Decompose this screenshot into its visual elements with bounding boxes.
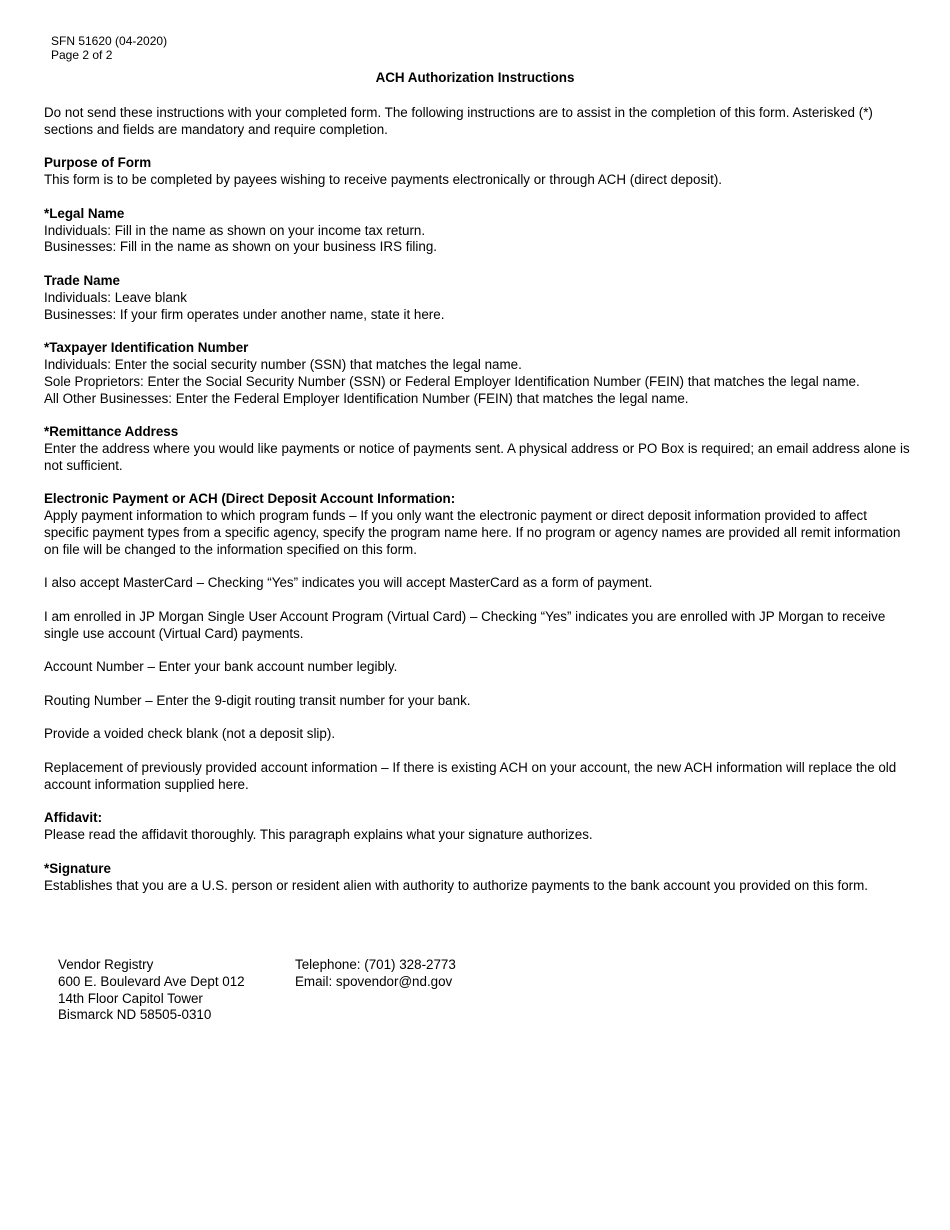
- section-heading: *Taxpayer Identification Number: [44, 340, 249, 356]
- section-purpose: [44, 155, 914, 189]
- section-line: Individuals: Leave blank: [44, 289, 187, 305]
- address-line: Vendor Registry: [58, 957, 154, 972]
- section-text: Apply payment information to which program funds – If you only want the electronic payment or direct deposit information provided to affect specific payment types from a specific agency, specify the program name here. If no program or agency names are provided all remit information on file will be changed to the information specified on this form.: [44, 508, 901, 557]
- section-line: Businesses: If your firm operates under another name, state it here.: [44, 306, 445, 322]
- section-line: Individuals: Enter the social security number (SSN) that matches the legal name.: [44, 356, 522, 372]
- section-heading: *Legal Name: [44, 205, 125, 221]
- form-number: SFN 51620 (04-2020): [51, 34, 168, 48]
- section-heading: *Signature: [44, 860, 111, 876]
- footer-address: [58, 957, 245, 1024]
- section-tin: [44, 340, 914, 407]
- footer-contact: [295, 957, 456, 991]
- section-text: Enter the address where you would like payments or notice of payments sent. A physical address or PO Box is required; an email address alone is not sufficient.: [44, 440, 910, 473]
- page-number: Page 2 of 2: [51, 48, 113, 62]
- page-title: ACH Authorization Instructions: [375, 70, 575, 85]
- voided-check-paragraph: Provide a voided check blank (not a deposit slip).: [44, 726, 336, 742]
- section-heading: Electronic Payment or ACH (Direct Deposit Account Information:: [44, 491, 456, 507]
- section-text: Establishes that you are a U.S. person or resident alien with authority to authorize payments to the bank account you provided on this form.: [44, 877, 868, 893]
- mastercard-paragraph: I also accept MasterCard – Checking “Yes” indicates you will accept MasterCard as a form of payment.: [44, 575, 653, 591]
- section-line: All Other Businesses: Enter the Federal Employer Identification Number (FEIN) that matches the legal name.: [44, 390, 689, 406]
- section-remittance: [44, 424, 914, 474]
- section-legal-name: [44, 206, 914, 256]
- section-affidavit: [44, 810, 914, 844]
- account-number-paragraph: Account Number – Enter your bank account number legibly.: [44, 659, 398, 675]
- intro-paragraph: Do not send these instructions with your completed form. The following instructions are to assist in the completion of this form. Asterisked (*) sections and fields are mandatory and require completion.: [44, 105, 873, 137]
- section-electronic-payment: [44, 491, 914, 558]
- section-heading: Affidavit:: [44, 810, 103, 826]
- section-heading: Purpose of Form: [44, 155, 152, 171]
- section-heading: Trade Name: [44, 272, 120, 288]
- section-line: Individuals: Fill in the name as shown on your income tax return.: [44, 222, 426, 238]
- section-signature: [44, 861, 914, 895]
- section-heading: *Remittance Address: [44, 424, 179, 440]
- instructions-body: [44, 105, 914, 911]
- address-line: 600 E. Boulevard Ave Dept 012: [58, 973, 245, 989]
- replacement-paragraph: Replacement of previously provided account information – If there is existing ACH on your account, the new ACH information will replace the old account information supplied here.: [44, 760, 897, 792]
- section-text: This form is to be completed by payees wishing to receive payments electronically or through ACH (direct deposit).: [44, 172, 723, 188]
- telephone: Telephone: (701) 328-2773: [295, 957, 456, 972]
- section-text: Please read the affidavit thoroughly. This paragraph explains what your signature authorizes.: [44, 827, 593, 843]
- email: Email: spovendor@nd.gov: [295, 973, 453, 989]
- jpmorgan-paragraph: I am enrolled in JP Morgan Single User Account Program (Virtual Card) – Checking “Yes” indicates you are enrolled with JP Morgan to receive single use account (Virtual Card) payments.: [44, 608, 886, 641]
- form-header: [51, 34, 167, 62]
- section-line: Sole Proprietors: Enter the Social Security Number (SSN) or Federal Employer Identification Number (FEIN) that matches the legal name.: [44, 373, 860, 389]
- address-line: 14th Floor Capitol Tower: [58, 990, 203, 1006]
- routing-number-paragraph: Routing Number – Enter the 9-digit routing transit number for your bank.: [44, 692, 471, 708]
- section-line: Businesses: Fill in the name as shown on your business IRS filing.: [44, 239, 437, 255]
- section-trade-name: [44, 273, 914, 323]
- address-line: Bismarck ND 58505-0310: [58, 1007, 212, 1023]
